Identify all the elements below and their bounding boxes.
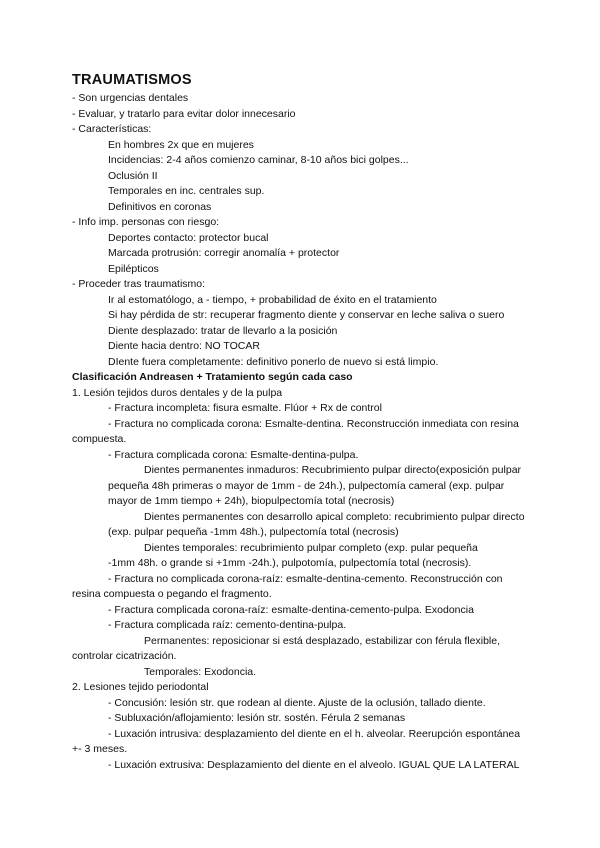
caracteristica-item: Incidencias: 2-4 años comienzo caminar, 8-10 años bici golpes...: [108, 154, 409, 166]
proceder-item: Diente desplazado: tratar de llevarlo a la posición: [108, 324, 338, 337]
permanentes-apical-completo: [72, 510, 532, 541]
permanentes-inmaduros: [72, 463, 532, 510]
section-1-heading: 1. Lesión tejidos duros dentales y de la pulpa: [72, 386, 283, 399]
fractura-no-complicada-raiz: - Fractura no complicada corona-raíz: esmalte-dentina-cemento. Reconstrucción con resina compuesta o pegando el fragmento.: [72, 572, 503, 600]
riesgo-item: Deportes contacto: protector bucal: [108, 231, 269, 244]
temporales-line-2: -1mm 48h. o grande si +1mm -24h.), pulpotomía, pulpectomía total (necrosis).: [108, 557, 472, 569]
fractura-complicada-corona-raiz: - Fractura complicada corona-raíz: esmalte-dentina-cemento-pulpa. Exodoncia: [108, 603, 474, 616]
permanentes-reposicionar: Permanentes: reposicionar si está desplazado, estabilizar con férula flexible, controlar cicatrización.: [72, 634, 501, 662]
intro-line: - Evaluar, y tratarlo para evitar dolor innecesario: [72, 107, 296, 120]
concusion: - Concusión: lesión str. que rodean al diente. Ajuste de la oclusión, tallado diente.: [108, 696, 486, 709]
luxacion-extrusiva: - Luxación extrusiva: Desplazamiento del diente en el alveolo. IGUAL QUE LA LATERAL: [108, 758, 520, 771]
subluxacion: - Subluxación/aflojamiento: lesión str. sostén. Férula 2 semanas: [108, 712, 406, 724]
caracteristica-item: Definitivos en coronas: [108, 200, 212, 213]
caracteristica-item: Oclusión II: [108, 169, 158, 182]
fractura-complicada-corona: - Fractura complicada corona: Esmalte-dentina-pulpa.: [108, 448, 359, 461]
page-title: TRAUMATISMOS: [72, 72, 192, 88]
section-2-heading: 2. Lesiones tejido periodontal: [72, 681, 209, 693]
riesgo-heading: - Info imp. personas con riesgo:: [72, 216, 220, 228]
permanentes-inmaduros-text: Dientes permanentes inmaduros: Recubrimiento pulpar directo(exposición pulpar pequeña 48h primeras o mayor de 1mm - de 24h.), pulpectomía cameral (exp. pulpar mayor de 1mm tiempo + 24h), biopulpectomía total (necrosis): [108, 464, 522, 507]
intro-line: - Características:: [72, 123, 152, 135]
fractura-no-complicada-corona: - Fractura no complicada corona: Esmalte-dentina. Reconstrucción inmediata con resina compuesta.: [72, 417, 519, 445]
riesgo-item: Epilépticos: [108, 262, 159, 275]
luxacion-intrusiva: - Luxación intrusiva: desplazamiento del diente en el h. alveolar. Reerupción espontánea +- 3 meses.: [72, 727, 521, 755]
fractura-complicada-raiz: - Fractura complicada raíz: cemento-dentina-pulpa.: [108, 619, 347, 631]
riesgo-item: Marcada protrusión: corregir anomalía + protector: [108, 247, 340, 259]
proceder-heading: - Proceder tras traumatismo:: [72, 278, 206, 290]
clasificacion-heading: Clasificación Andreasen + Tratamiento según cada caso: [72, 371, 353, 383]
proceder-item: Ir al estomatólogo, a - tiempo, + probabilidad de éxito en el tratamiento: [108, 293, 437, 306]
proceder-item: Si hay pérdida de str: recuperar fragmento diente y conservar en leche saliva o suero: [108, 309, 505, 321]
fractura-incompleta: - Fractura incompleta: fisura esmalte. Flúor + Rx de control: [108, 402, 382, 414]
temporales-line-1: Dientes temporales: recubrimiento pulpar completo (exp. pular pequeña: [144, 541, 478, 554]
intro-line: - Son urgencias dentales: [72, 92, 189, 104]
caracteristica-item: Temporales en inc. centrales sup.: [108, 185, 265, 197]
permanentes-apical-text: Dientes permanentes con desarrollo apical completo: recubrimiento pulpar directo (exp. pulpar pequeña -1mm 48h.), pulpectomía total (necrosis): [108, 510, 525, 538]
proceder-item: Diente hacia dentro: NO TOCAR: [108, 340, 260, 352]
proceder-item: DIente fuera completamente: definitivo ponerlo de nuevo si está limpio.: [108, 355, 439, 368]
temporales-exodoncia: Temporales: Exodoncia.: [144, 665, 257, 678]
caracteristica-item: En hombres 2x que en mujeres: [108, 138, 254, 151]
document-body: [72, 70, 532, 773]
